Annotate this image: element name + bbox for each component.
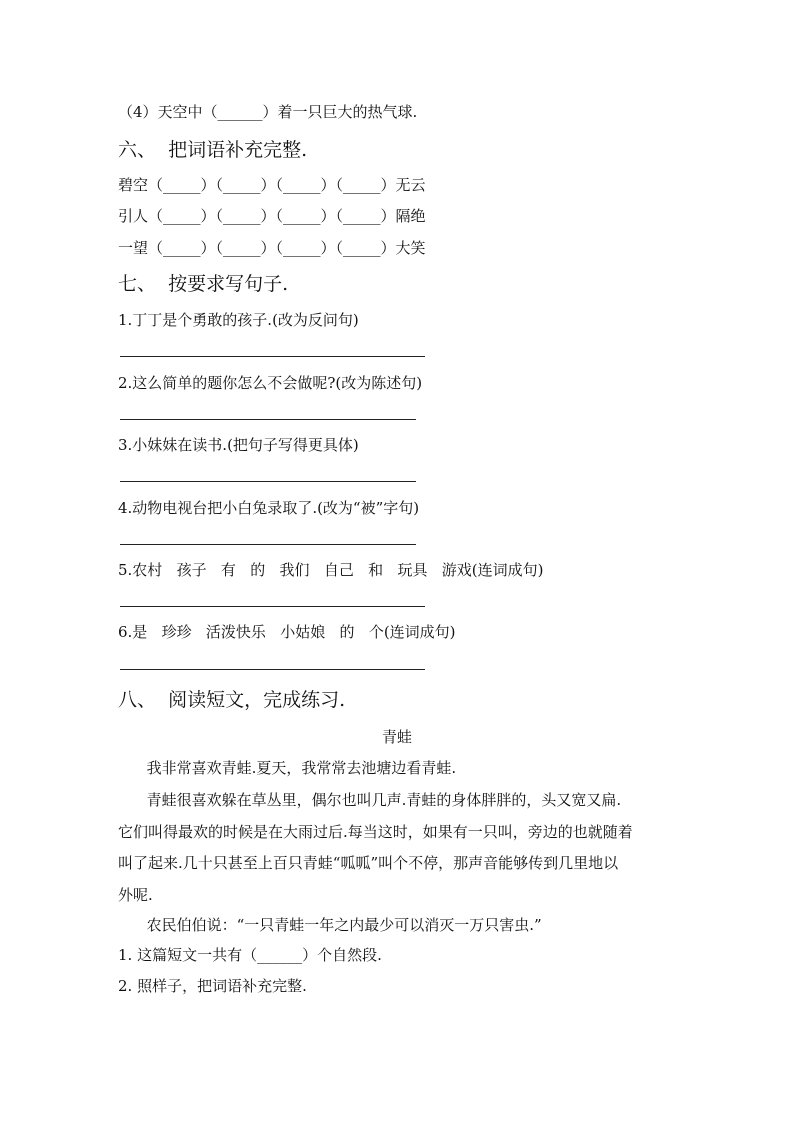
sentence-task: 3.小妹妹在读书.(把句子写得更具体) [118, 436, 359, 454]
answer-line[interactable] [120, 419, 416, 420]
question-4-line: （4）天空中（______）着一只巨大的热气球. [118, 103, 418, 121]
section-6-heading: 六、 把词语补充完整. [118, 139, 308, 161]
section-8-heading: 八、 阅读短文，完成练习. [118, 689, 346, 711]
passage-line: 它们叫得最欢的时候是在大雨过后.每当这时，如果有一只叫，旁边的也就随着 [118, 823, 633, 841]
answer-line[interactable] [120, 606, 425, 607]
answer-line[interactable] [120, 481, 416, 482]
sentence-task: 4.动物电视台把小白兔录取了.(改为“被”字句) [118, 499, 420, 517]
section-7-heading: 七、 按要求写句子. [118, 273, 289, 295]
passage-paragraph: 农民伯伯说：“一只青蛙一年之内最少可以消灭一万只害虫.” [118, 916, 542, 934]
passage-line: 外呢. [118, 886, 153, 904]
answer-line[interactable] [120, 356, 425, 357]
passage-paragraph: 青蛙很喜欢躲在草丛里，偶尔也叫几声.青蛙的身体胖胖的，头又宽又扁. [118, 791, 622, 809]
passage-paragraph: 我非常喜欢青蛙.夏天，我常常去池塘边看青蛙. [118, 759, 457, 777]
idiom-row: 引人（_____）（_____）（_____）（_____）隔绝 [118, 207, 426, 225]
reading-question: 1. 这篇短文一共有（______）个自然段. [118, 946, 382, 964]
sentence-task: 6.是 珍珍 活泼快乐 小姑娘 的 个(连词成句) [118, 623, 456, 641]
passage-line: 叫了起来.几十只甚至上百只青蛙“呱呱”叫个不停，那声音能够传到几里地以 [118, 854, 619, 872]
answer-line[interactable] [120, 544, 416, 545]
reading-question: 2. 照样子，把词语补充完整. [118, 977, 307, 995]
sentence-task: 2.这么简单的题你怎么不会做呢?(改为陈述句) [118, 374, 423, 392]
sentence-task: 1.丁丁是个勇敢的孩子.(改为反问句) [118, 311, 359, 329]
passage-title: 青蛙 [381, 728, 412, 746]
idiom-row: 碧空（_____）（_____）（_____）（_____）无云 [118, 176, 426, 194]
sentence-task: 5.农村 孩子 有 的 我们 自己 和 玩具 游戏(连词成句) [118, 561, 544, 579]
idiom-row: 一望（_____）（_____）（_____）（_____）大笑 [118, 239, 426, 257]
answer-line[interactable] [120, 669, 425, 670]
